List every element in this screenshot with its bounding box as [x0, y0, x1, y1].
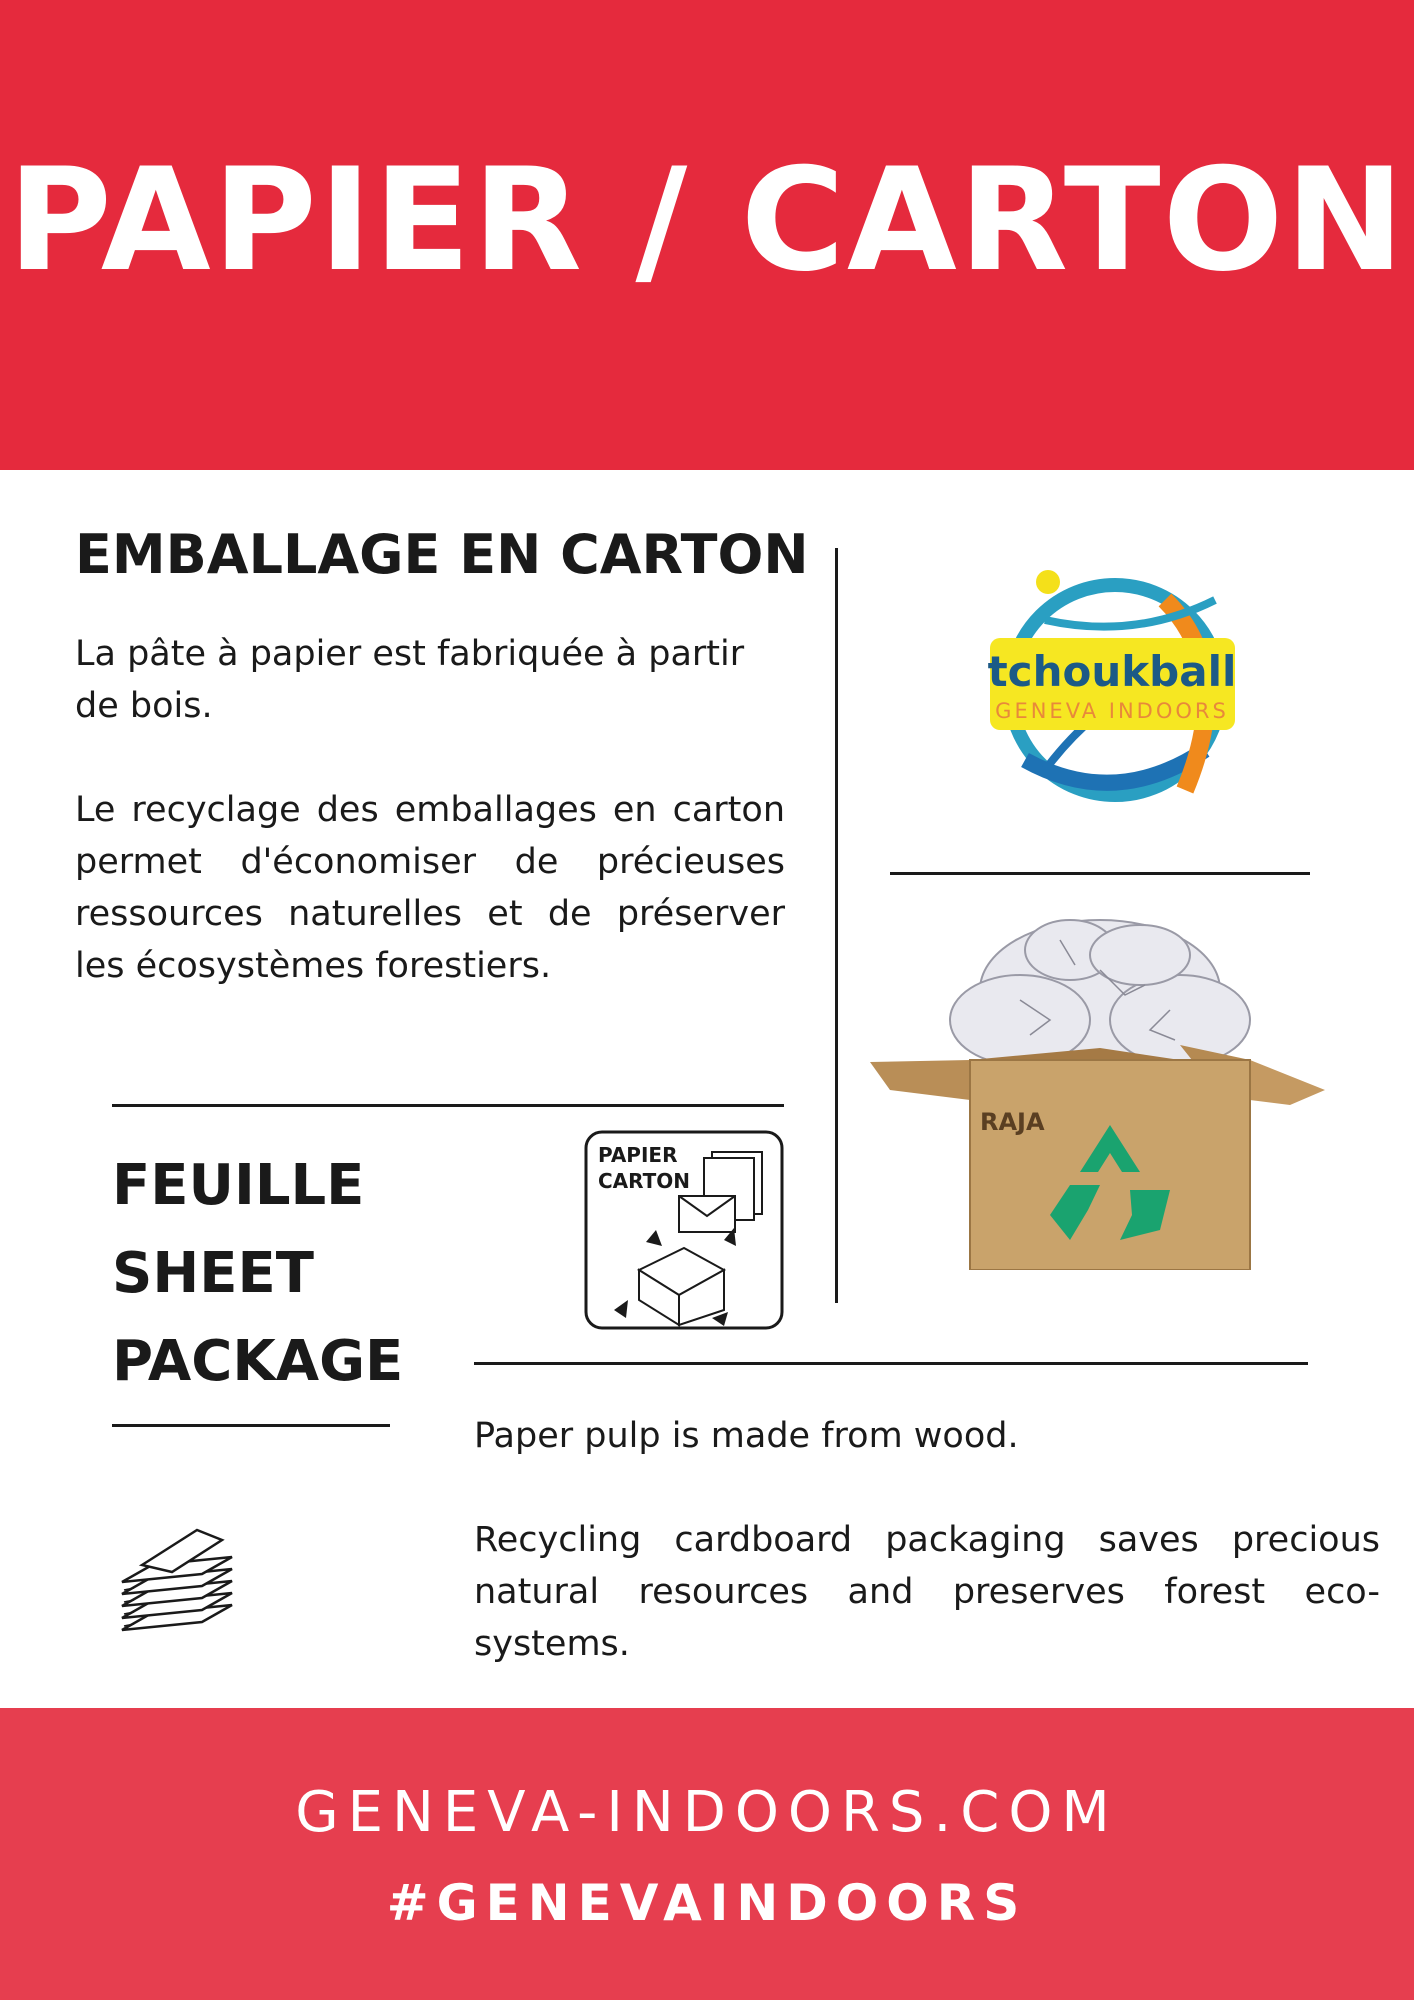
paper-stack-icon	[112, 1510, 242, 1640]
vertical-divider	[835, 548, 838, 1303]
label-package: PACKAGE	[112, 1329, 404, 1394]
english-paragraph-1: Paper pulp is made from wood.	[474, 1416, 1019, 1456]
paper-stack-graphic	[112, 1510, 242, 1640]
page-title: PAPIER / CARTON	[7, 138, 1407, 303]
pictogram-line1: PAPIER	[598, 1143, 678, 1167]
french-paragraph-1: La pâte à papier est fabriquée à partir de bois.	[75, 634, 745, 726]
labels-divider-top	[112, 1104, 784, 1107]
labels-divider-bottom	[112, 1424, 390, 1427]
logo-subtitle: GENEVA INDOORS	[995, 699, 1229, 723]
english-divider	[474, 1362, 1308, 1365]
recycling-box-graphic	[870, 910, 1330, 1270]
english-paragraph-2: Recycling cardboard packaging saves precious natural resources and preserves forest eco-systems.	[474, 1520, 1380, 1664]
footer-hashtag: #GENEVAINDOORS	[386, 1874, 1028, 1932]
recycling-box-image	[870, 910, 1330, 1270]
pictogram-graphic	[584, 1130, 784, 1330]
pictogram-line2: CARTON	[598, 1169, 691, 1193]
french-paragraph-2: Le recyclage des emballages en carton permet d'économiser de précieuses ressources naturelles et de préserver les écosystèmes forestiers.	[75, 790, 785, 986]
section-heading: EMBALLAGE EN CARTON	[75, 523, 809, 586]
box-brand: RAJA	[980, 1108, 1045, 1136]
logo-name: tchoukball	[987, 647, 1237, 696]
logo-divider	[890, 872, 1310, 875]
label-feuille: FEUILLE	[112, 1153, 365, 1218]
footer-website-link[interactable]: GENEVA-INDOORS.COM	[295, 1780, 1119, 1845]
label-sheet: SHEET	[112, 1241, 314, 1306]
papier-carton-pictogram	[584, 1130, 784, 1330]
tchoukball-logo-graphic	[985, 560, 1245, 810]
footer-banner	[0, 1708, 1414, 2000]
tchoukball-logo	[985, 560, 1245, 810]
